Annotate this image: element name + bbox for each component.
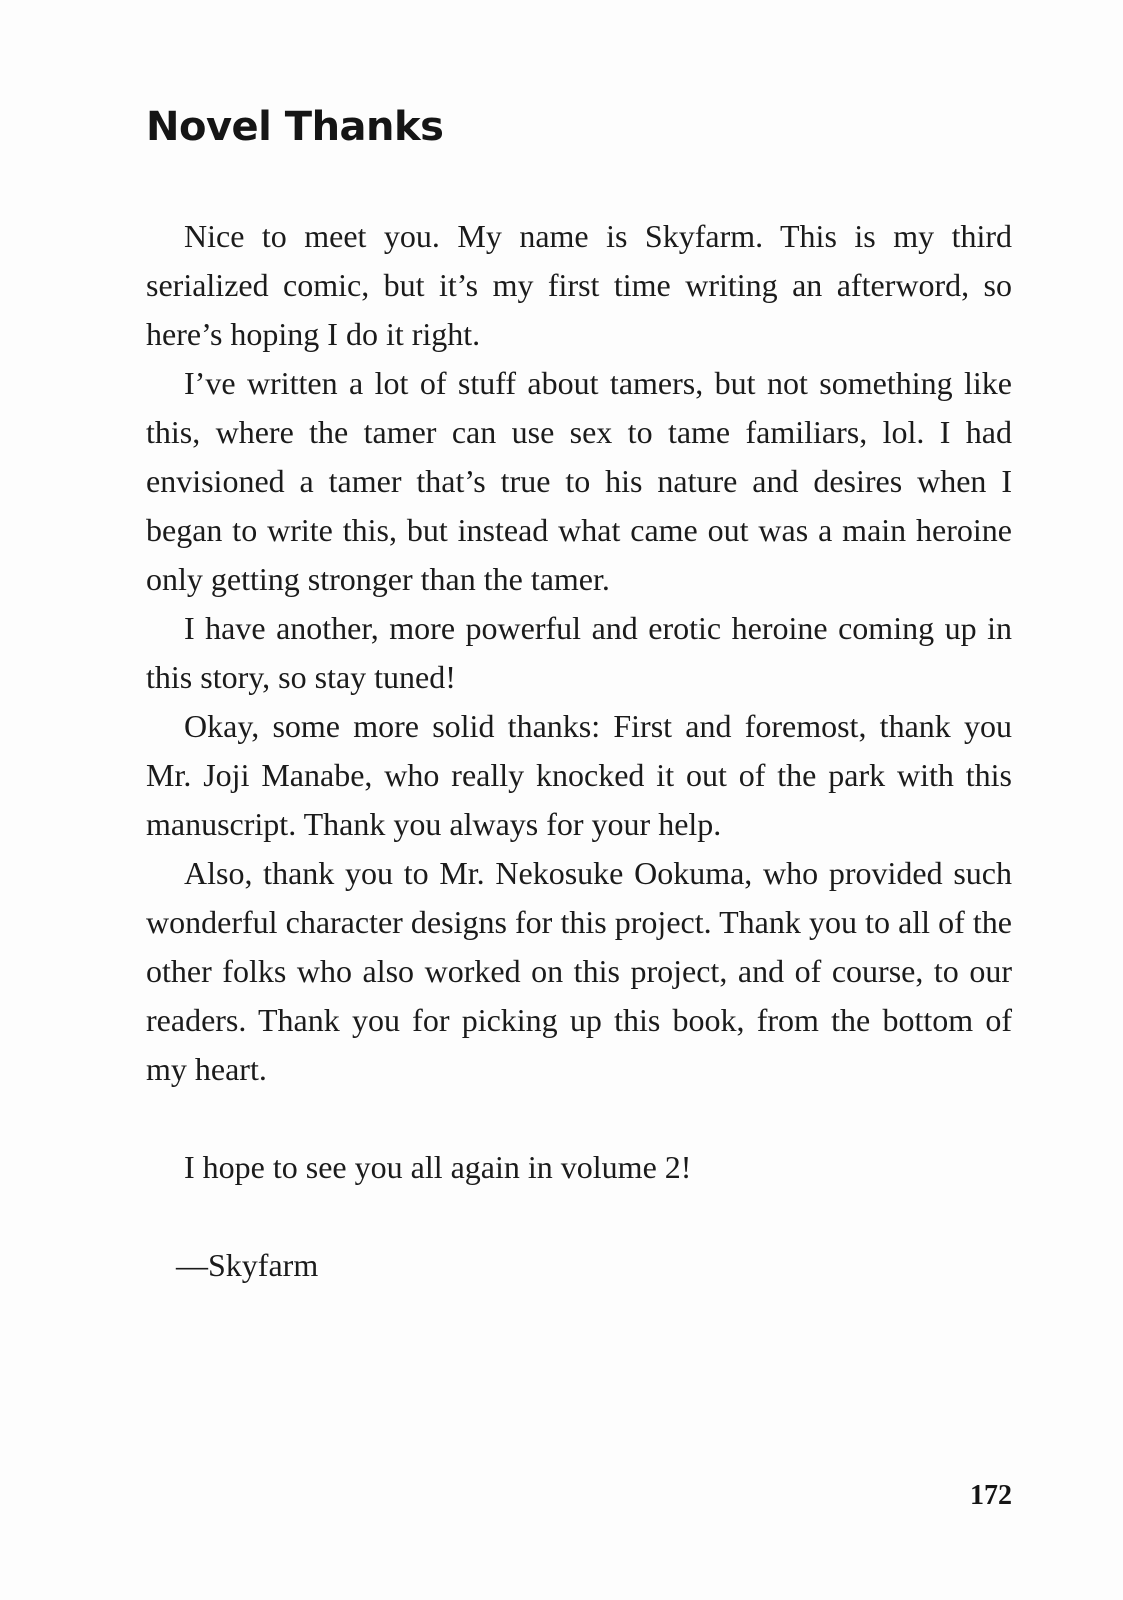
spacer bbox=[146, 1094, 1012, 1143]
page-title: Novel Thanks bbox=[146, 104, 444, 150]
page-number: 172 bbox=[970, 1480, 1012, 1511]
signature: —Skyfarm bbox=[176, 1247, 319, 1283]
paragraph: I have another, more powerful and erotic heroine coming up in this story, so stay tuned! bbox=[146, 610, 1012, 695]
closing-line: I hope to see you all again in volume 2! bbox=[184, 1149, 692, 1185]
paragraph: Okay, some more solid thanks: First and foremost, thank you Mr. Joji Manabe, who really knocked it out of the park with this manuscript. Thank you always for your help. bbox=[146, 708, 1012, 842]
paragraph: Nice to meet you. My name is Skyfarm. This is my third serialized comic, but it’s my first time writing an afterword, so here’s hoping I do it right. bbox=[146, 218, 1012, 352]
afterword-body bbox=[146, 212, 1012, 1290]
paragraph: Also, thank you to Mr. Nekosuke Ookuma, who provided such wonderful character designs for this project. Thank you to all of the other folks who also worked on this project, and of course, to our readers. Thank you for picking up this book, from the bottom of my heart. bbox=[146, 855, 1012, 1087]
spacer bbox=[146, 1192, 1012, 1241]
paragraph: I’ve written a lot of stuff about tamers, but not something like this, where the tamer can use sex to tame familiars, lol. I had envisioned a tamer that’s true to his nature and desires when I began to write this, but instead what came out was a main heroine only getting stronger than the tamer. bbox=[146, 365, 1012, 597]
